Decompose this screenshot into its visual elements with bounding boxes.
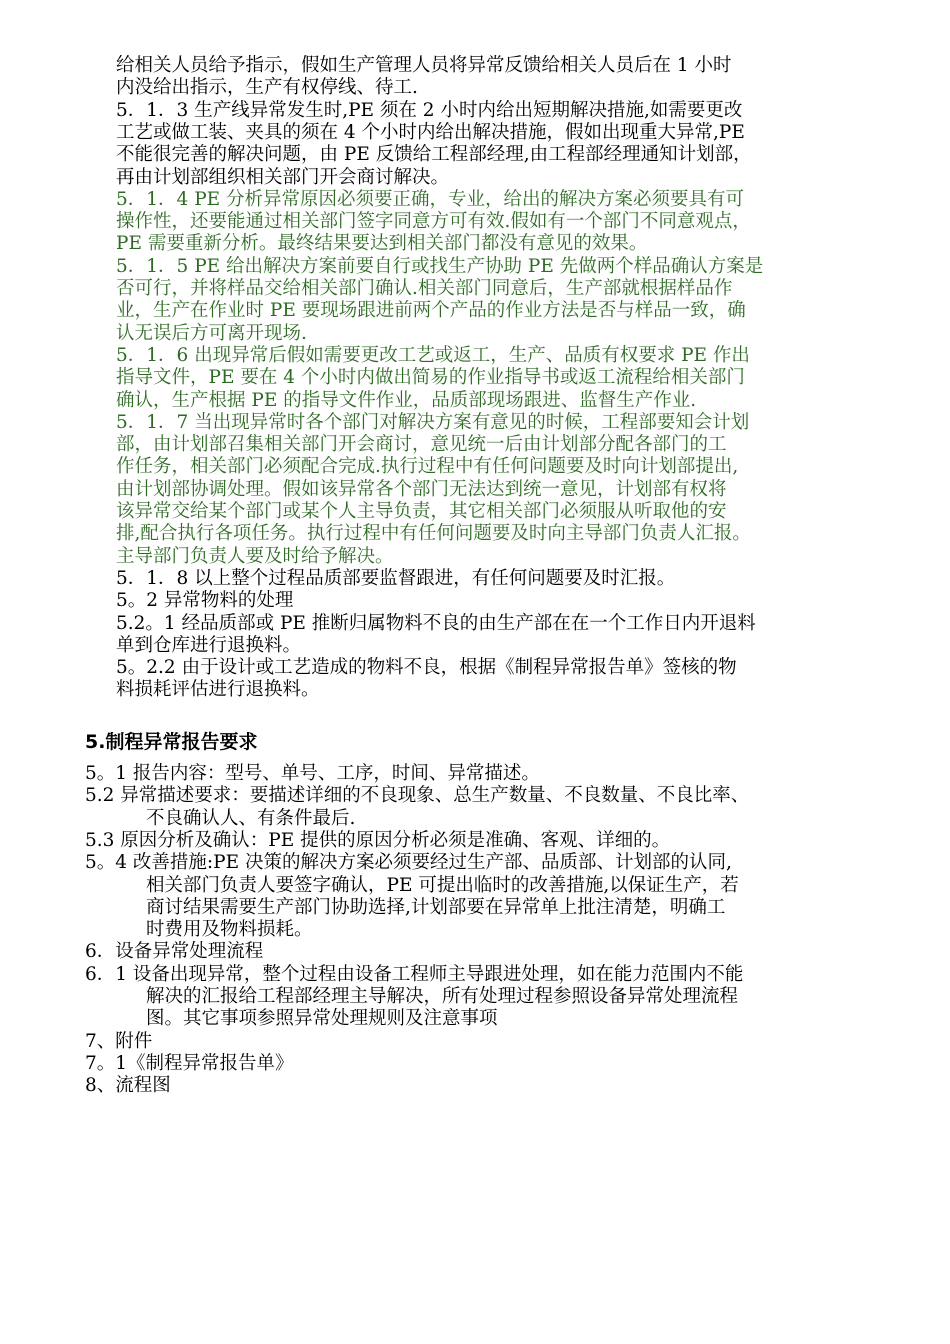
paragraph-line: 单到仓库进行退换料。 — [116, 634, 302, 656]
paragraph-line: 6．设备异常处理流程 — [85, 941, 264, 963]
paragraph-line: 业，生产在作业时 PE 要现场跟进前两个产品的作业方法是否与样品一致，确 — [116, 300, 746, 322]
paragraph-line: 5。2 异常物料的处理 — [116, 590, 294, 612]
paragraph-line: 指导文件，PE 要在 4 个小时内做出简易的作业指导书或返工流程给相关部门 — [116, 367, 745, 389]
paragraph-line: 7。1《制程异常报告单》 — [85, 1052, 294, 1074]
paragraph-line: 5.2 异常描述要求：要描述详细的不良现象、总生产数量、不良数量、不良比率、 — [85, 785, 750, 807]
section-heading: 5.制程异常报告要求 — [85, 731, 258, 753]
paragraph-line: 图。其它事项参照异常处理规则及注意事项 — [146, 1008, 498, 1030]
paragraph-line: 5。1 报告内容：型号、单号、工序，时间、异常描述。 — [85, 763, 540, 784]
paragraph-line: 5．1．8 以上整个过程品质部要监督跟进，有任何问题要及时汇报。 — [116, 567, 676, 589]
paragraph-line: 5.2。1 经品质部或 PE 推断归属物料不良的由生产部在在一个工作日内开退料 — [116, 612, 756, 634]
paragraph-line: 5．1．3 生产线异常发生时,PE 须在 2 小时内给出短期解决措施,如需要更改 — [116, 99, 743, 121]
paragraph-line: 商讨结果需要生产部门协助选择,计划部要在异常单上批注清楚，明确工 — [146, 896, 726, 918]
paragraph-line: 不能很完善的解决问题，由 PE 反馈给工程部经理,由工程部经理通知计划部， — [116, 144, 752, 166]
paragraph-line: 料损耗评估进行退换料。 — [116, 679, 320, 701]
paragraph-line: 该异常交给某个部门或某个人主导负责，其它相关部门必须服从听取他的安 — [116, 501, 727, 522]
paragraph-line: 由计划部协调处理。假如该异常各个部门无法达到统一意见，计划部有权将 — [116, 478, 727, 500]
paragraph-line: 5．1．6 出现异常后假如需要更改工艺或返工，生产、品质有权要求 PE 作出 — [116, 344, 750, 366]
paragraph-line: 7、附件 — [85, 1030, 153, 1052]
paragraph-line: 主导部门负责人要及时给予解决。 — [116, 545, 394, 567]
paragraph-line: 确认，生产根据 PE 的指导文件作业，品质部现场跟进、监督生产作业. — [116, 389, 697, 411]
paragraph-line: 5．1．4 PE 分析异常原因必须要正确，专业，给出的解决方案必须要具有可 — [116, 188, 745, 210]
paragraph-line: 给相关人员给予指示，假如生产管理人员将异常反馈给相关人员后在 1 小时 — [116, 55, 732, 76]
paragraph-line: 相关部门负责人要签字确认，PE 可提出临时的改善措施,以保证生产，若 — [146, 874, 739, 896]
paragraph-line: 排,配合执行各项任务。执行过程中有任何问题要及时向主导部门负责人汇报。 — [116, 523, 751, 545]
paragraph-line: PE 需要重新分析。最终结果要达到相关部门都没有意见的效果。 — [116, 233, 648, 255]
paragraph-line: 5．1．7 当出现异常时各个部门对解决方案有意见的时候，工程部要知会计划 — [116, 411, 750, 433]
paragraph-line: 操作性，还要能通过相关部门签字同意方可有效.假如有一个部门不同意观点， — [116, 211, 751, 233]
paragraph-line: 认无误后方可离开现场. — [116, 322, 307, 344]
paragraph-line: 再由计划部组织相关部门开会商讨解决。 — [116, 166, 450, 188]
paragraph-line: 时费用及物料损耗。 — [146, 919, 313, 941]
paragraph-line: 工艺或做工装、夹具的须在 4 个小时内给出解决措施，假如出现重大异常,PE — [116, 121, 745, 143]
paragraph-line: 内没给出指示，生产有权停线、待工. — [116, 77, 418, 99]
paragraph-line: 8、流程图 — [85, 1075, 171, 1097]
paragraph-line: 5。4 改善措施:PE 决策的解决方案必须要经过生产部、品质部、计划部的认同, — [85, 852, 732, 874]
paragraph-line: 5。2.2 由于设计或工艺造成的物料不良，根据《制程异常报告单》签核的物 — [116, 657, 737, 679]
paragraph-line: 5．1．5 PE 给出解决方案前要自行或找生产协助 PE 先做两个样品确认方案是 — [116, 255, 764, 277]
paragraph-line: 部，由计划部召集相关部门开会商讨，意见统一后由计划部分配各部门的工 — [116, 434, 727, 456]
paragraph-line: 解决的汇报给工程部经理主导解决，所有处理过程参照设备异常处理流程 — [146, 986, 739, 1007]
paragraph-line: 6．1 设备出现异常，整个过程由设备工程师主导跟进处理，如在能力范围内不能 — [85, 963, 744, 985]
paragraph-line: 不良确认人、有条件最后. — [146, 807, 356, 829]
paragraph-line: 作任务，相关部门必须配合完成.执行过程中有任何问题要及时向计划部提出, — [116, 456, 739, 478]
paragraph-line: 5.3 原因分析及确认：PE 提供的原因分析必须是准确、客观、详细的。 — [85, 829, 671, 851]
paragraph-line: 否可行，并将样品交给相关部门确认.相关部门同意后，生产部就根据样品作 — [116, 278, 733, 299]
